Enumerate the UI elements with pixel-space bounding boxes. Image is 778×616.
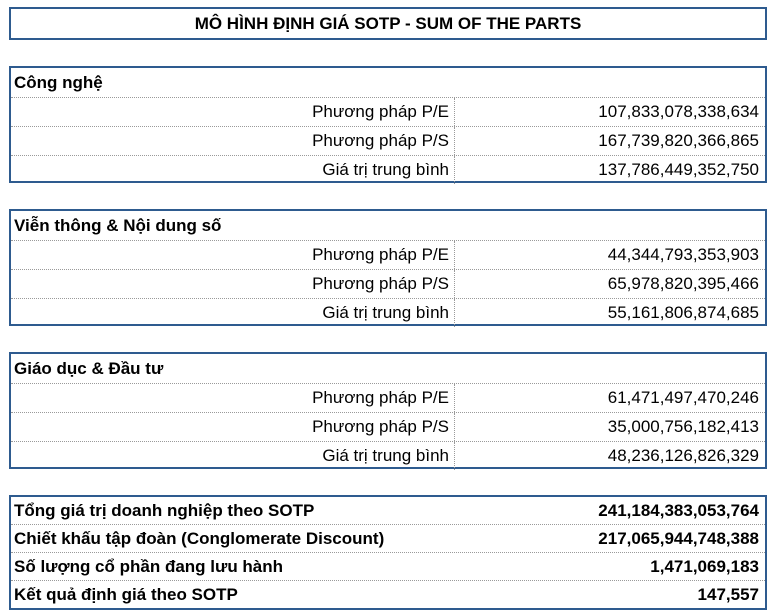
table-row xyxy=(11,384,765,412)
section-vien-thong xyxy=(9,209,767,326)
summary-row xyxy=(11,580,765,608)
table-row xyxy=(11,441,765,470)
table-row xyxy=(11,126,765,155)
summary-value: 217,065,944,748,388 xyxy=(598,529,759,548)
summary-label: Tổng giá trị doanh nghiệp theo SOTP xyxy=(14,501,315,520)
summary-value: 241,184,383,053,764 xyxy=(598,501,759,520)
row-value: 137,786,449,352,750 xyxy=(598,160,759,179)
summary-label: Kết quả định giá theo SOTP xyxy=(14,585,238,604)
section-header: Công nghệ xyxy=(11,68,765,98)
table-row xyxy=(11,412,765,441)
row-label: Phương pháp P/E xyxy=(11,384,455,412)
table-row xyxy=(11,241,765,269)
summary-row xyxy=(11,552,765,580)
summary-box xyxy=(9,495,767,610)
row-label: Phương pháp P/S xyxy=(11,413,455,441)
row-value: 55,161,806,874,685 xyxy=(607,303,759,322)
row-label: Giá trị trung bình xyxy=(11,156,455,184)
summary-label: Chiết khấu tập đoàn (Conglomerate Discount) xyxy=(14,529,385,548)
row-label: Phương pháp P/E xyxy=(11,241,455,269)
page-title: MÔ HÌNH ĐỊNH GIÁ SOTP - SUM OF THE PARTS xyxy=(194,14,582,33)
row-label: Giá trị trung bình xyxy=(11,299,455,327)
section-header: Giáo dục & Đầu tư xyxy=(11,354,765,384)
row-value: 44,344,793,353,903 xyxy=(607,245,759,264)
row-label: Phương pháp P/S xyxy=(11,127,455,155)
table-row xyxy=(11,98,765,126)
row-value: 48,236,126,826,329 xyxy=(607,446,759,465)
row-label: Phương pháp P/S xyxy=(11,270,455,298)
row-value: 167,739,820,366,865 xyxy=(598,131,759,150)
row-value: 107,833,078,338,634 xyxy=(598,102,759,121)
summary-row xyxy=(11,524,765,552)
summary-row xyxy=(11,497,765,524)
section-cong-nghe xyxy=(9,66,767,183)
row-value: 61,471,497,470,246 xyxy=(607,388,759,407)
summary-value: 1,471,069,183 xyxy=(650,557,759,576)
section-giao-duc xyxy=(9,352,767,469)
row-label: Giá trị trung bình xyxy=(11,442,455,470)
row-label: Phương pháp P/E xyxy=(11,98,455,126)
row-value: 35,000,756,182,413 xyxy=(607,417,759,436)
title-box xyxy=(9,7,767,40)
table-row xyxy=(11,269,765,298)
table-row xyxy=(11,298,765,327)
section-header: Viễn thông & Nội dung số xyxy=(11,211,765,241)
table-row xyxy=(11,155,765,184)
row-value: 65,978,820,395,466 xyxy=(607,274,759,293)
summary-label: Số lượng cổ phần đang lưu hành xyxy=(14,557,284,576)
summary-value: 147,557 xyxy=(697,585,759,604)
